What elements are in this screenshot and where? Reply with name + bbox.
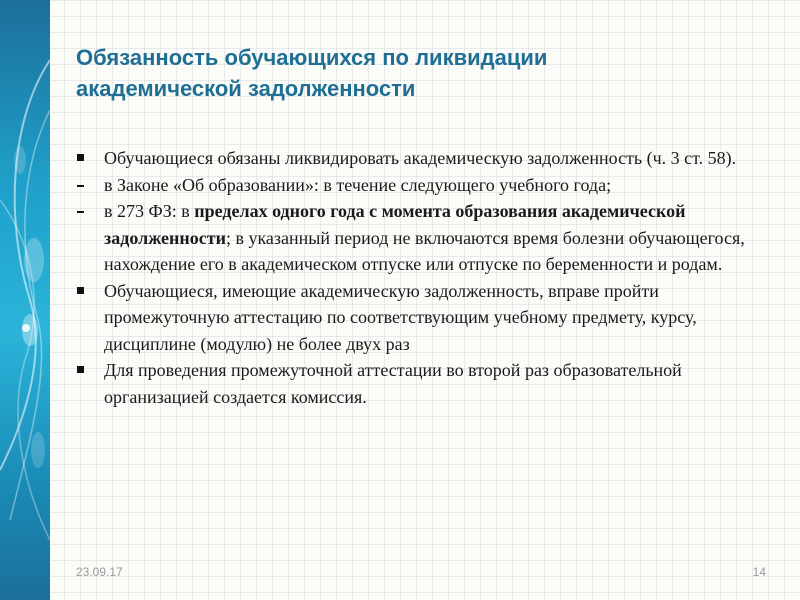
bullet-icon <box>77 366 84 373</box>
decorative-swirl-graphic <box>0 0 50 600</box>
dash-icon <box>77 185 84 187</box>
bullet-icon <box>77 154 84 161</box>
list-item-text: в Законе «Об образовании»: в течение следующего учебного года; <box>104 174 612 195</box>
list-item <box>76 145 776 172</box>
list-item-text-emphasis: пределах одного года с момента образования академической задолженности <box>104 201 686 248</box>
list-item-text-before: в 273 ФЗ: в <box>104 201 195 221</box>
slide-body <box>76 145 776 410</box>
list-item-text: Для проведения промежуточной аттестации во второй раз образовательной организацией создается комиссия. <box>104 360 682 407</box>
footer-date: 23.09.17 <box>76 565 123 579</box>
list-item-text: Обучающиеся, имеющие академическую задолженность, вправе пройти промежуточную аттестацию по соответствующим учебному предмету, курсу, дисциплине (модулю) не более двух раз <box>104 280 697 354</box>
list-item-text-after: ; в указанный период не включаются время болезни обучающегося, нахождение его в академическом отпуске или отпуске по беременности и родам. <box>104 227 745 274</box>
page-number: 14 <box>752 565 766 579</box>
list-item <box>76 198 776 278</box>
list-item <box>76 357 776 410</box>
slide-title: Обязанность обучающихся по ликвидации академической задолженности <box>76 45 548 101</box>
list-item <box>76 172 776 199</box>
dash-icon <box>77 211 84 213</box>
list-item <box>76 278 776 358</box>
list-item-text: Обучающиеся обязаны ликвидировать академическую задолженность (ч. 3 ст. 58). <box>104 148 737 168</box>
bullet-icon <box>77 287 84 294</box>
decorative-left-band <box>0 0 50 600</box>
